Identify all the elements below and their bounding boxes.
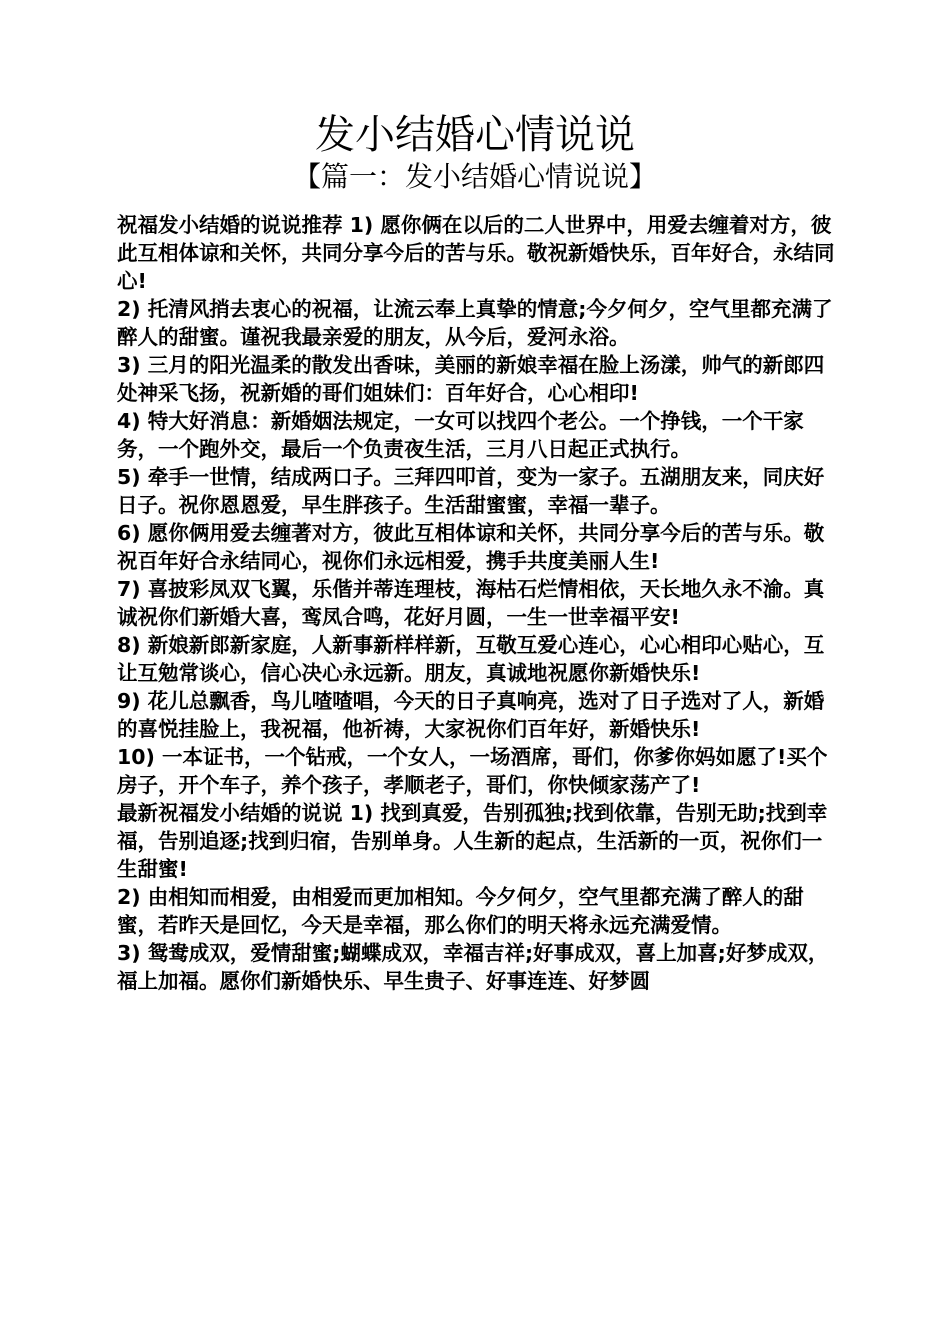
section-heading: 【篇一：发小结婚心情说说】 <box>292 160 657 193</box>
paragraph-8: 8) 新娘新郎新家庭，人新事新样样新，互敬互爱心连心，心心相印心贴心，互让互勉常谈心，信心决心永远新。朋友，真诚地祝愿你新婚快乐! <box>117 633 825 685</box>
page-title: 发小结婚心情说说 <box>315 112 635 158</box>
paragraph-3: 3) 三月的阳光温柔的散发出香味，美丽的新娘幸福在脸上汤漾，帅气的新郎四处神采飞扬，祝新婚的哥们姐妹们：百年好合，心心相印! <box>117 353 825 405</box>
paragraph-9: 9) 花儿总飘香，鸟儿喳喳唱，今天的日子真响亮，选对了日子选对了人，新婚的喜悦挂脸上，我祝福，他祈祷，大家祝你们百年好，新婚快乐! <box>117 689 825 741</box>
paragraph-7: 7) 喜披彩凤双飞翼，乐偕并蒂连理枝，海枯石烂情相依，天长地久永不渝。真诚祝你们新婚大喜，鸾凤合鸣，花好月圆，一生一世幸福平安! <box>117 577 825 629</box>
document-body <box>117 211 837 1211</box>
paragraph-6: 6) 愿你俩用爱去缠著对方，彼此互相体谅和关怀，共同分享今后的苦与乐。敬祝百年好合永结同心，视你们永远相爱，携手共度美丽人生! <box>117 521 825 573</box>
paragraph-2: 2) 托清风捎去衷心的祝福，让流云奉上真挚的情意;今夕何夕，空气里都充满了醉人的甜蜜。谨祝我最亲爱的朋友，从今后，爱河永浴。 <box>117 297 833 349</box>
paragraph-5: 5) 牵手一世情，结成两口子。三拜四叩首，变为一家子。五湖朋友来，同庆好日子。祝你恩恩爱，早生胖孩子。生活甜蜜蜜，幸福一辈子。 <box>117 465 825 517</box>
paragraph-1: 祝福发小结婚的说说推荐 1) 愿你俩在以后的二人世界中，用爱去缠着对方，彼此互相体谅和关怀，共同分享今后的苦与乐。敬祝新婚快乐，百年好合，永结同心! <box>117 213 835 293</box>
paragraph-11: 最新祝福发小结婚的说说 1) 找到真爱，告别孤独;找到依靠，告别无助;找到幸福，告别追逐;找到归宿，告别单身。人生新的起点，生活新的一页，祝你们一生甜蜜! <box>117 801 828 881</box>
paragraph-13: 3) 鸳鸯成双，爱情甜蜜;蝴蝶成双，幸福吉祥;好事成双，喜上加喜;好梦成双，福上加福。愿你们新婚快乐、早生贵子、好事连连、好梦圆 <box>117 941 829 993</box>
paragraph-12: 2) 由相知而相爱，由相爱而更加相知。今夕何夕，空气里都充满了醉人的甜蜜，若昨天是回忆，今天是幸福，那么你们的明天将永远充满爱情。 <box>117 885 804 937</box>
paragraph-4: 4) 特大好消息：新婚姻法规定，一女可以找四个老公。一个挣钱，一个干家务，一个跑外交，最后一个负责夜生活，三月八日起正式执行。 <box>117 409 804 461</box>
paragraph-10: 10) 一本证书，一个钻戒，一个女人，一场酒席，哥们，你爹你妈如愿了!买个房子，开个车子，养个孩子，孝顺老子，哥们，你快倾家荡产了! <box>117 745 828 797</box>
